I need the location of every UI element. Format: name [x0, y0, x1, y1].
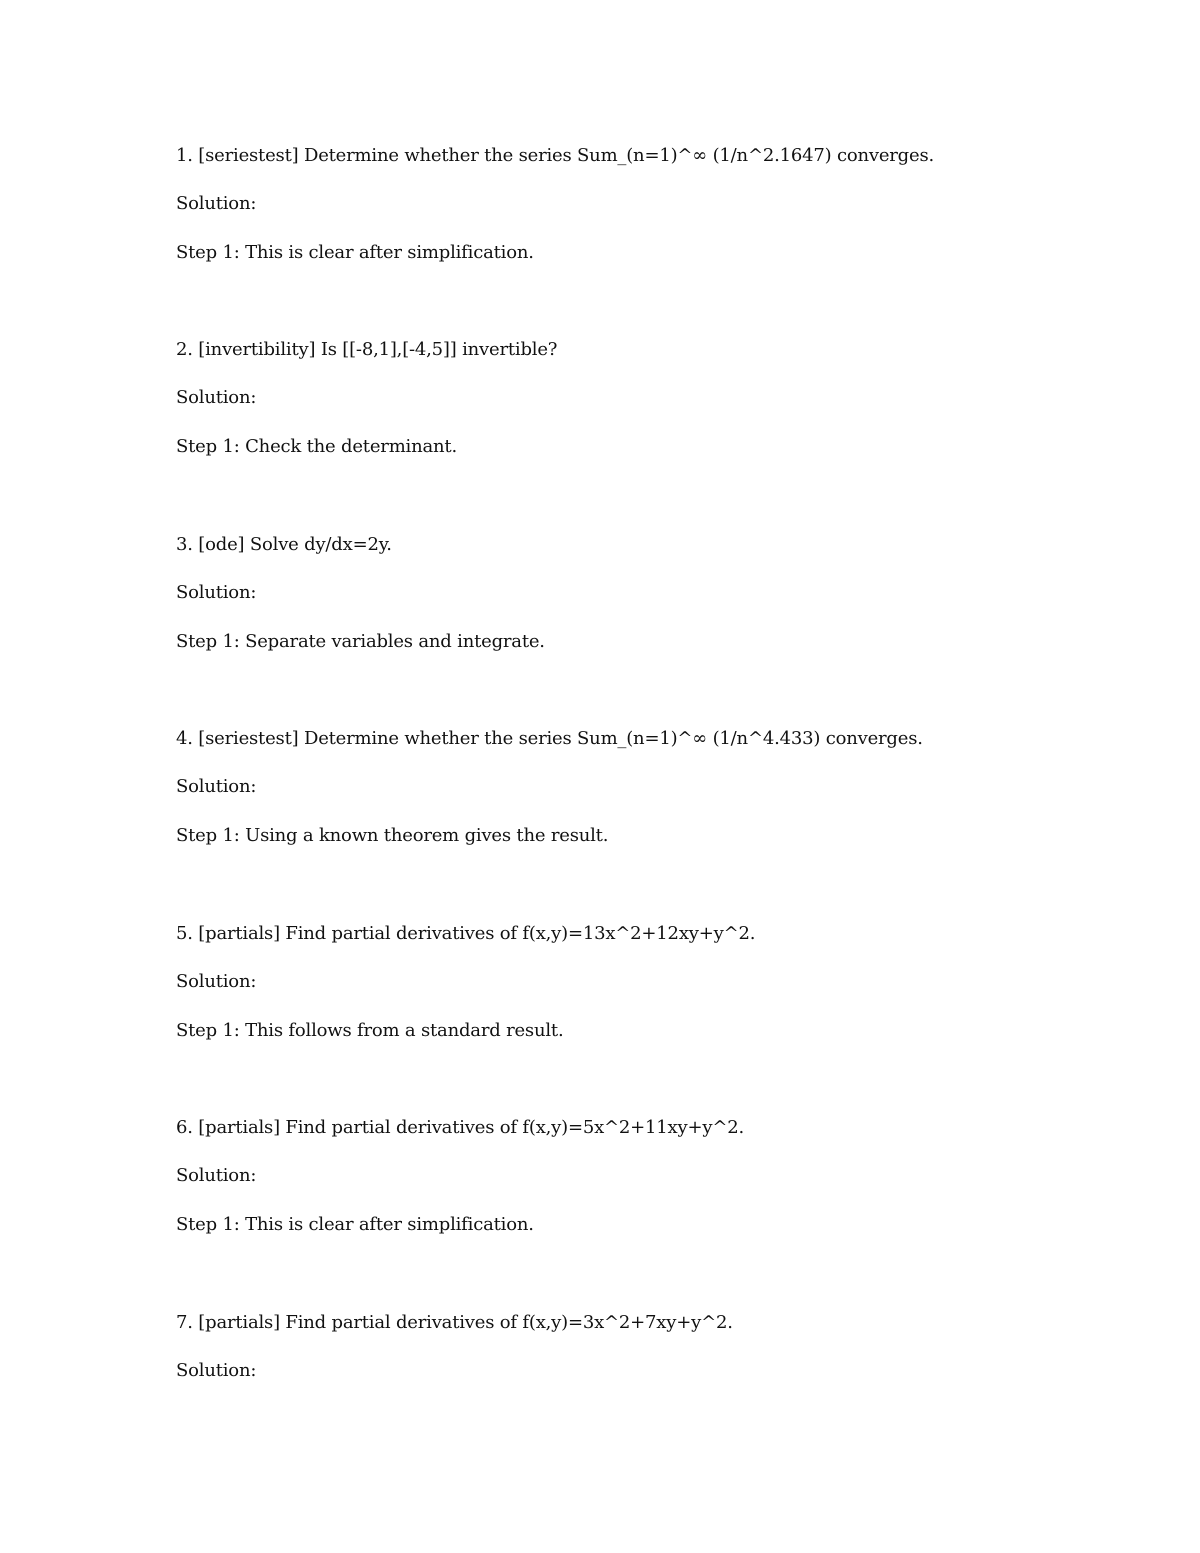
solution-label: Solution:: [176, 776, 257, 797]
problem-question: 5. [partials] Find partial derivatives of f(x,y)=13x^2+12xy+y^2.: [176, 923, 756, 944]
solution-step: Step 1: Check the determinant.: [176, 436, 457, 457]
problem-question: 2. [invertibility] Is [[-8,1],[-4,5]] invertible?: [176, 339, 558, 360]
problem-question: 1. [seriestest] Determine whether the series Sum_(n=1)^∞ (1/n^2.1647) converges.: [176, 145, 935, 166]
problem-question: 3. [ode] Solve dy/dx=2y.: [176, 534, 392, 555]
solution-label: Solution:: [176, 1165, 257, 1186]
solution-label: Solution:: [176, 193, 257, 214]
solution-label: Solution:: [176, 971, 257, 992]
solution-step: Step 1: Separate variables and integrate.: [176, 631, 545, 652]
solution-label: Solution:: [176, 582, 257, 603]
problem-question: 7. [partials] Find partial derivatives of f(x,y)=3x^2+7xy+y^2.: [176, 1312, 733, 1333]
solution-step: Step 1: Using a known theorem gives the result.: [176, 825, 609, 846]
solution-label: Solution:: [176, 387, 257, 408]
solution-step: Step 1: This is clear after simplification.: [176, 1214, 534, 1235]
solution-step: Step 1: This is clear after simplification.: [176, 242, 534, 263]
solution-step: Step 1: This follows from a standard result.: [176, 1020, 564, 1041]
problem-question: 4. [seriestest] Determine whether the series Sum_(n=1)^∞ (1/n^4.433) converges.: [176, 728, 923, 749]
problem-question: 6. [partials] Find partial derivatives of f(x,y)=5x^2+11xy+y^2.: [176, 1117, 744, 1138]
solution-label: Solution:: [176, 1360, 257, 1381]
